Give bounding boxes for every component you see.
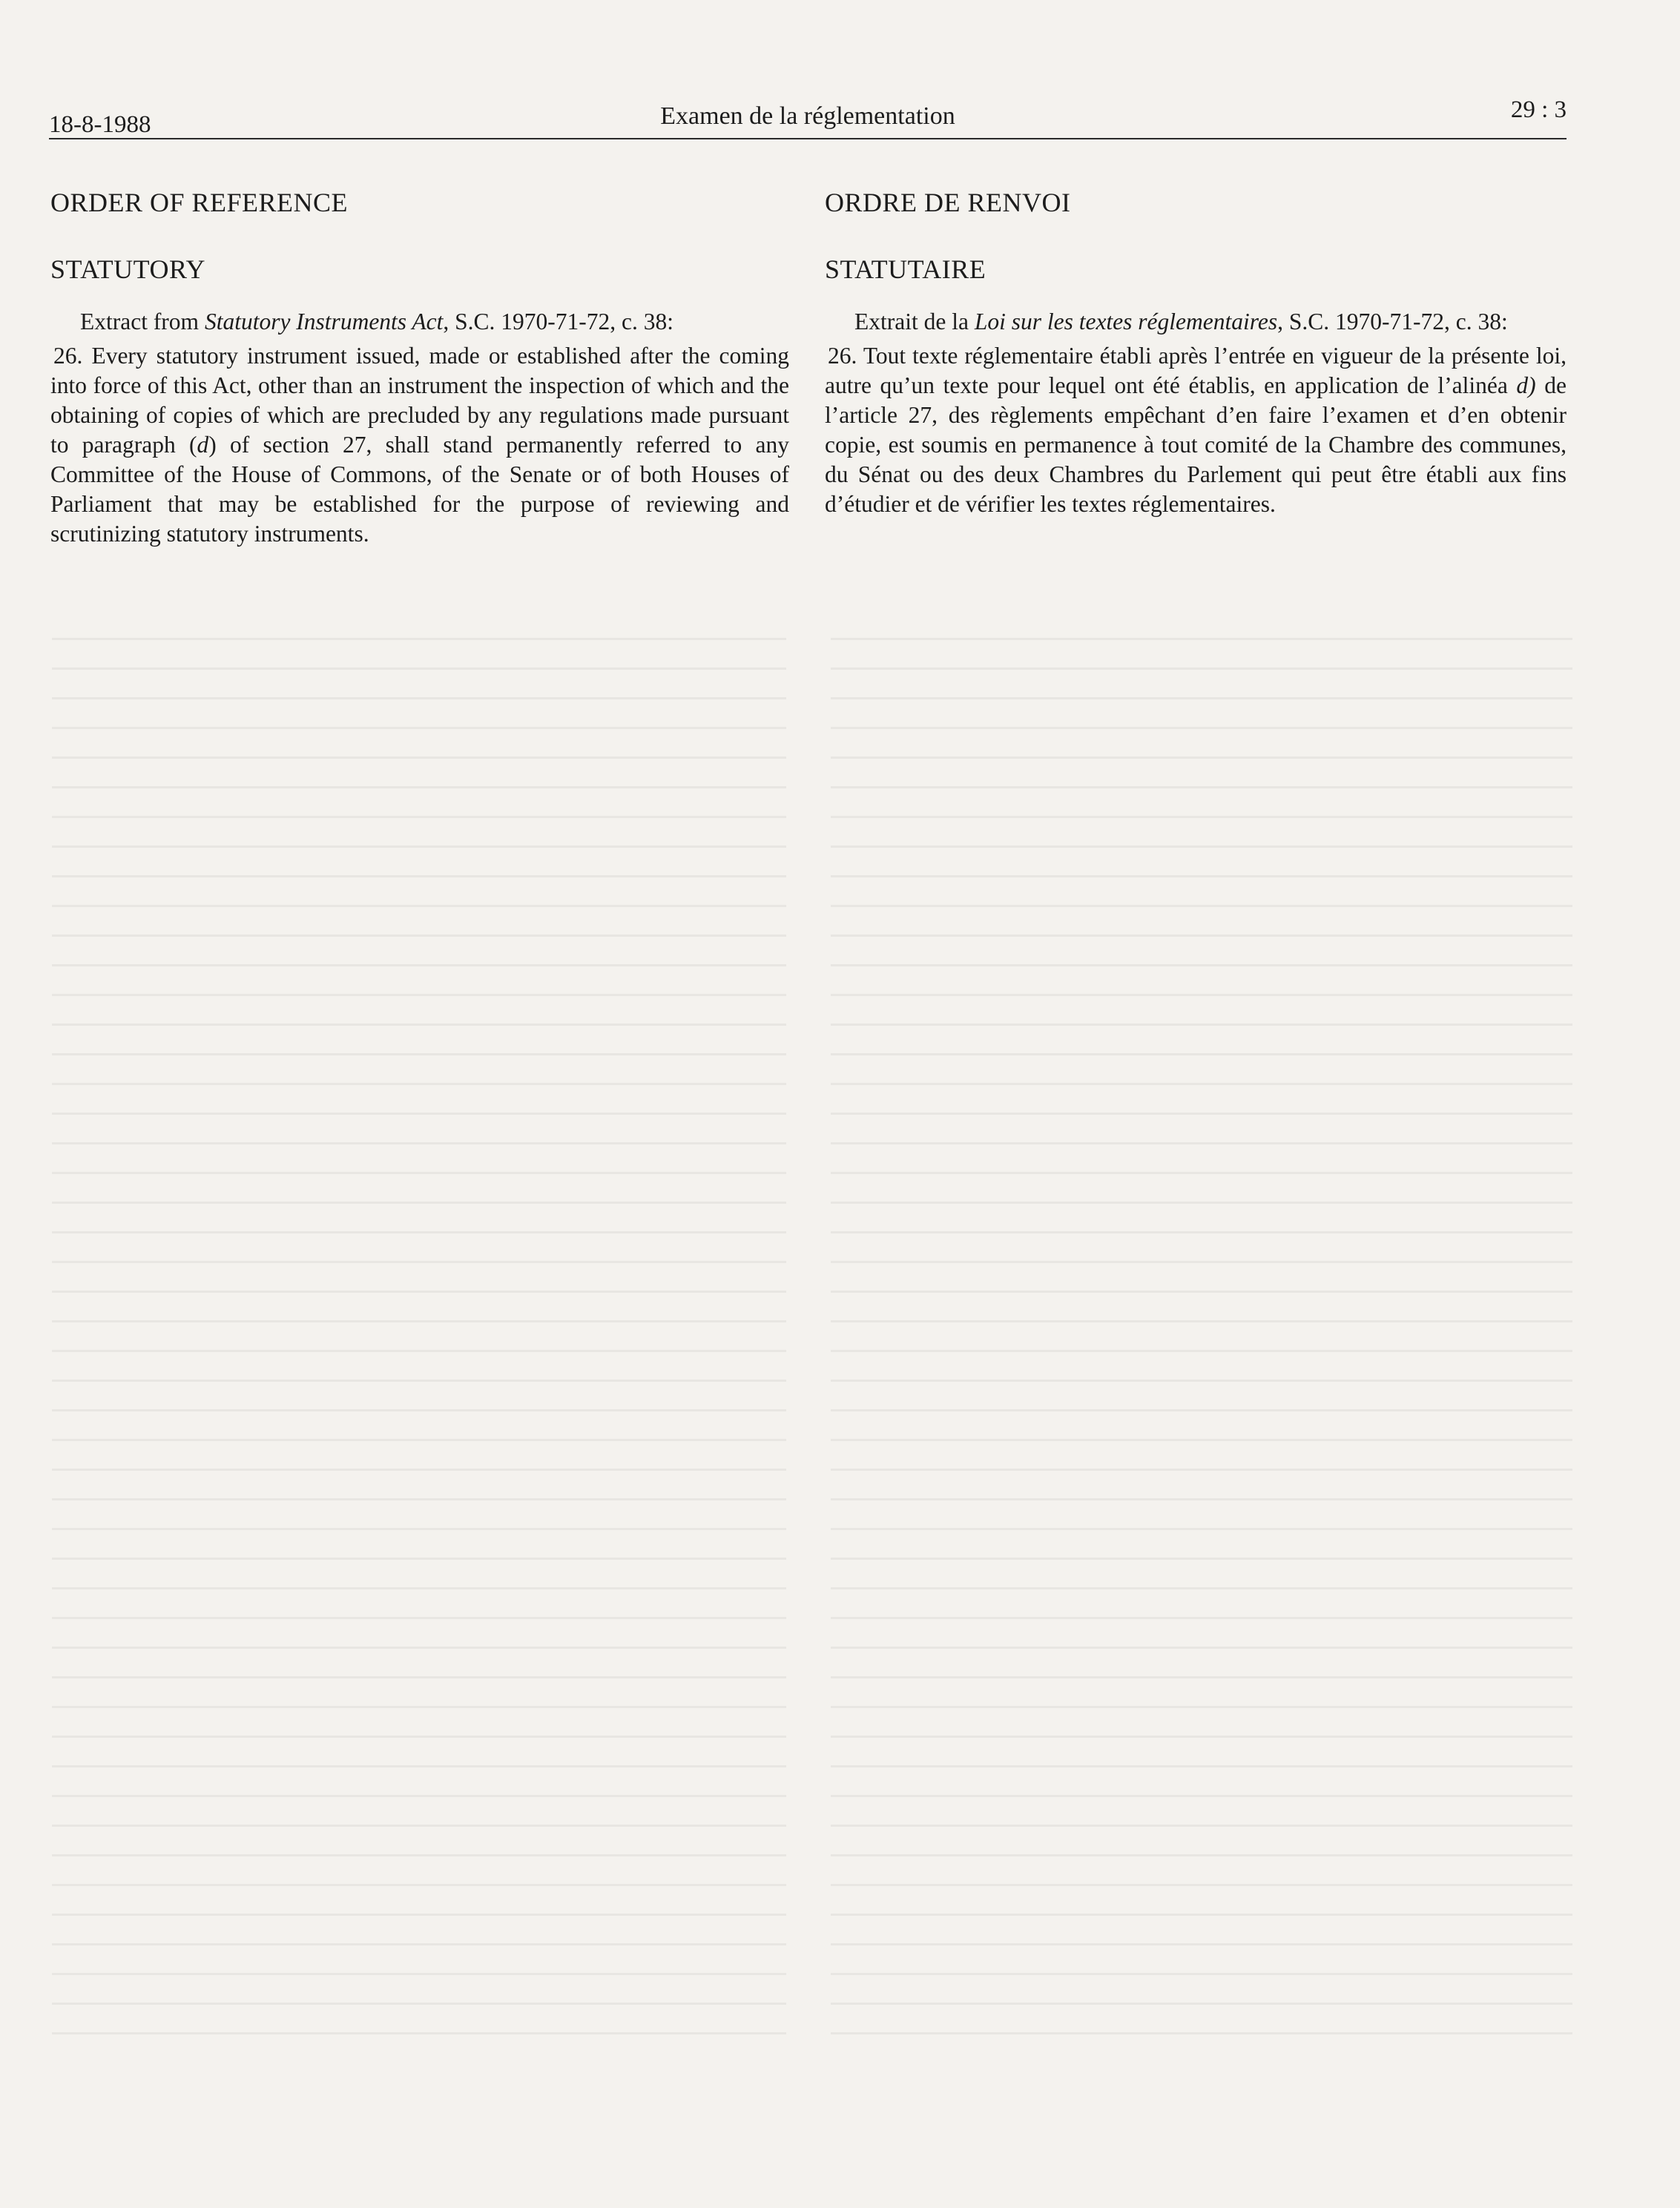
english-heading-statutory: STATUTORY xyxy=(50,254,205,284)
english-extract-suffix: , S.C. 1970-71-72, c. 38: xyxy=(443,309,673,335)
french-heading-statutaire: STATUTAIRE xyxy=(825,254,986,284)
header-page-number: 29 : 3 xyxy=(1510,96,1567,123)
french-extract-suffix: , S.C. 1970-71-72, c. 38: xyxy=(1277,309,1508,335)
header-title: Examen de la réglementation xyxy=(660,102,955,130)
english-act-title: Statutory Instruments Act xyxy=(204,309,444,335)
french-extract-line xyxy=(825,307,1567,337)
english-extract-line xyxy=(50,307,789,337)
french-section-26 xyxy=(825,341,1567,519)
french-column xyxy=(825,185,1567,519)
french-section-letter: d) xyxy=(1516,372,1536,398)
french-heading-ordre-de-renvoi: ORDRE DE RENVOI xyxy=(825,188,1071,217)
english-section-letter: d xyxy=(197,432,209,458)
french-section-end: de l’article 27, des règlements empêchant d’en faire l’examen et d’en obtenir copie, est soumis en permanence à tout comité de la Chambre des communes, du Sénat ou des deux Chambres du Parlement qui peut être établi aux fins d’étudier et de vérifier les textes réglementaires. xyxy=(825,372,1567,517)
french-extract-prefix: Extrait de la xyxy=(854,309,975,335)
header-rule xyxy=(49,138,1567,139)
header-date: 18-8-1988 xyxy=(49,111,151,138)
english-column xyxy=(50,185,789,549)
bleed-through-shadow-left xyxy=(52,638,786,2047)
running-header xyxy=(49,95,1567,136)
french-section-start: 26. Tout texte réglementaire établi après l’entrée en vigueur de la présente loi, autre qu’un texte pour lequel ont été établis, en application de l’alinéa xyxy=(825,343,1567,398)
french-act-title: Loi sur les textes réglementaires xyxy=(974,309,1278,335)
english-extract-prefix: Extract from xyxy=(80,309,205,335)
english-section-start: 26. Every statutory instrument issued, made or established after the coming into force of this Act, other than an instrument the inspection of which and the obtaining of copies of which are precluded by any regulations made pursuant to paragraph ( xyxy=(50,343,789,458)
bleed-through-shadow-right xyxy=(831,638,1572,2047)
english-heading-order-of-reference: ORDER OF REFERENCE xyxy=(50,188,349,217)
english-section-end: ) of section 27, shall stand permanently referred to any Committee of the House of Commons, of the Senate or of both Houses of Parliament that may be established for the purpose of reviewing and scrutinizing statutory instruments. xyxy=(50,432,789,547)
english-section-26 xyxy=(50,341,789,549)
